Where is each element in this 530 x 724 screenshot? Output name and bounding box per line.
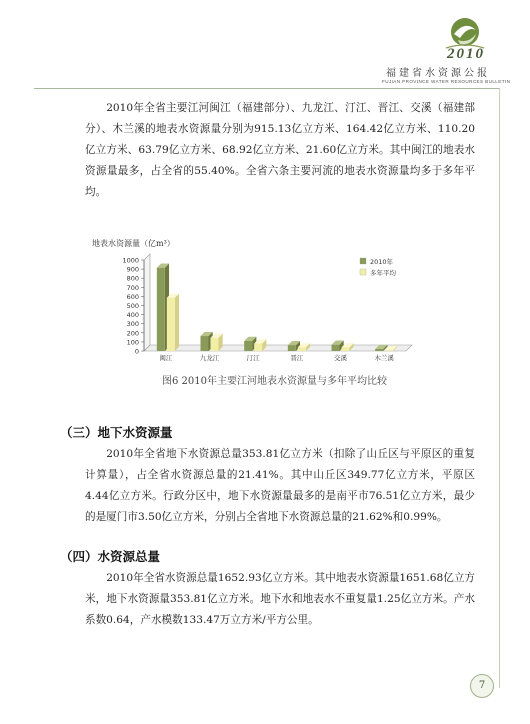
- y-tick-label: 200: [126, 329, 139, 338]
- y-tick-label: 400: [126, 311, 139, 320]
- bar-2010: [201, 336, 209, 351]
- y-tick-label: 900: [126, 265, 139, 274]
- bar-average: [298, 347, 306, 351]
- y-tick-label: 700: [126, 283, 139, 292]
- paragraph-total-water: 2010年全省水资源总量1652.93亿立方米。其中地表水资源量1651.68亿立方米，地下水资源量353.81亿立方米。地下水和地表水不重复量1.25亿立方米。产水系数0.64，产水模数133.47万立方米/平方公里。: [85, 572, 476, 626]
- paragraph-groundwater: 2010年全省地下水资源总量353.81亿立方米（扣除了山丘区与平原区的重复计算量），占全省水资源总量的21.41%。其中山丘区349.77亿立方米，平原区4.44亿立方米。行政分区中，地下水资源量最多的是南平市76.51亿立方米，最少的是厦门市3.50亿立方米，分别占全省地下水资源总量的21.62%和0.99%。: [85, 448, 475, 523]
- surface-water-bar-chart: [108, 250, 438, 368]
- bar-2010: [332, 345, 340, 351]
- section-heading-total-water: （四）水资源总量: [60, 549, 161, 564]
- chart-y-axis-title: 地表水资源量（亿m³）: [92, 239, 175, 248]
- legend-label: 多年平均: [370, 269, 396, 277]
- legend-swatch: [360, 258, 366, 264]
- bar-2010: [244, 341, 252, 351]
- header-divider: [34, 88, 500, 89]
- section-heading-groundwater: （三）地下水资源量: [60, 425, 173, 440]
- figure-caption: 图6 2010年主要江河地表水资源量与多年平均比较: [162, 376, 387, 387]
- x-category-label: 九龙江: [199, 354, 220, 362]
- bar-average: [385, 350, 393, 351]
- chart-side-wall: [144, 254, 150, 351]
- y-tick-label: 100: [126, 338, 139, 347]
- bar-average: [167, 298, 175, 351]
- page-number: 7: [470, 674, 494, 698]
- bar-2010: [157, 268, 165, 351]
- y-tick-label: 500: [126, 302, 139, 310]
- bar-2010: [375, 349, 383, 351]
- bulletin-year: 2010: [447, 46, 485, 62]
- y-tick-label: 1000: [122, 256, 139, 265]
- legend-swatch: [360, 269, 366, 275]
- paragraph-river-surface-water: 2010年全省主要江河闽江（福建部分）、九龙江、汀江、晋江、交溪（福建部分）、木兰溪的地表水资源量分别为915.13亿立方米、164.42亿立方米、110.20亿立方米、63.79亿立方米、68.92亿立方米、21.60亿立方米。其中闽江的地表水资源量最多，占全省的55.40%。全省六条主要河流的地表水资源量均多于多年平均。: [85, 102, 475, 198]
- x-category-label: 交溪: [334, 354, 347, 362]
- bar-2010: [288, 345, 296, 351]
- y-tick-label: 0: [134, 347, 139, 356]
- right-margin-line: [499, 88, 500, 688]
- bar-average: [211, 338, 219, 351]
- x-category-label: 闽江: [159, 354, 173, 362]
- x-category-label: 汀江: [246, 354, 260, 362]
- y-tick-label: 600: [126, 292, 139, 301]
- legend-label: 2010年: [370, 258, 394, 266]
- x-category-label: 木兰溪: [374, 354, 394, 362]
- bar-average: [254, 344, 262, 351]
- y-tick-label: 800: [126, 274, 139, 283]
- x-category-label: 晋江: [290, 354, 304, 362]
- bar-average-side: [175, 294, 179, 351]
- chart-floor: [144, 345, 412, 351]
- bar-average: [342, 347, 350, 351]
- bulletin-title: 福建省水资源公报: [386, 68, 490, 79]
- bulletin-title-en: FUJIAN PROVINCE WATER RESOURCES BULLETIN: [382, 79, 511, 84]
- y-tick-label: 300: [126, 320, 139, 329]
